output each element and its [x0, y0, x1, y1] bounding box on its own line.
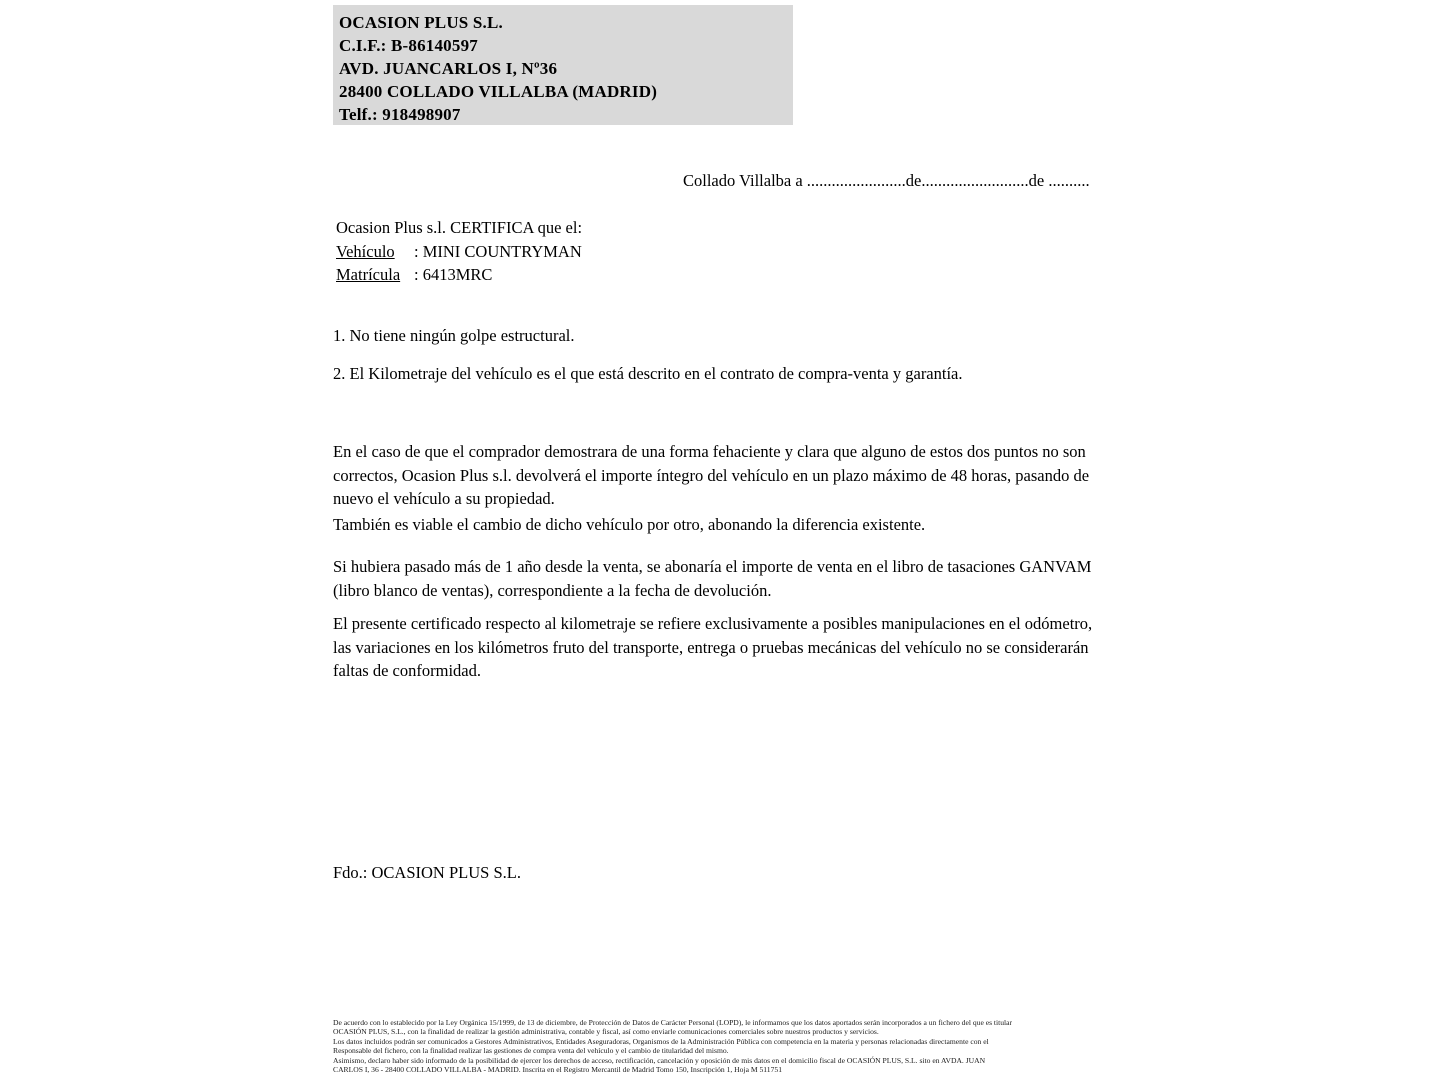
fine-print-line: OCASIÓN PLUS, S.L., con la finalidad de realizar la gestión administrativa, contable y fiscal, así como enviarle comunicaciones comerciales sobre nuestros productos y servicios.: [333, 1027, 879, 1037]
company-city: 28400 COLLADO VILLALBA (MADRID): [339, 82, 658, 101]
certification-block: [336, 216, 582, 287]
point-1: 1. No tiene ningún golpe estructural.: [333, 326, 575, 345]
certify-intro: Ocasion Plus s.l. CERTIFICA que el:: [336, 218, 583, 237]
signature-line: Fdo.: OCASION PLUS S.L.: [333, 863, 521, 882]
fine-print-line: De acuerdo con lo establecido por la Ley Orgánica 15/1999, de 13 de diciembre, de Protección de Datos de Carácter Personal (LOPD), le informamos que los datos aportados serán incorporados a un fichero del que es titular: [333, 1018, 1013, 1027]
vehicle-label: Vehículo: [336, 241, 395, 261]
legal-fine-print: [333, 1018, 1111, 1074]
company-address: AVD. JUANCARLOS I, Nº36: [339, 59, 558, 78]
company-name: OCASION PLUS S.L.: [339, 13, 503, 32]
plate-label: Matrícula: [336, 265, 401, 284]
body-paragraph-4: El presente certificado respecto al kilometraje se refiere exclusivamente a posibles manipulaciones en el odómetro, las variaciones en los kilómetros fruto del transporte, entrega o pruebas mecánicas del vehículo no se considerarán faltas de conformidad.: [333, 614, 1093, 680]
company-phone: Telf.: 918498907: [339, 105, 461, 124]
fine-print-line: CARLOS I, 36 - 28400 COLLADO VILLALBA - MADRID. Inscrita en el Registro Mercantil de Madrid Tomo 150, Inscripción 1, Hoja M 511751: [333, 1065, 782, 1075]
fine-print-line: Responsable del fichero, con la finalidad realizar las gestiones de compra venta del vehículo y el cambio de titularidad del mismo.: [333, 1046, 729, 1056]
fine-print-line: Los datos incluidos podrán ser comunicados a Gestores Administrativos, Entidades Aseguradoras, Organismos de la Administración Pública con competencia en la materia y personas relacionadas directamente con el: [333, 1036, 989, 1046]
date-line: Collado Villalba a ........................de..........................de ..........: [683, 171, 1090, 190]
body-paragraph-1: En el caso de que el comprador demostrara de una forma fehaciente y clara que alguno de estos dos puntos no son correctos, Ocasion Plus s.l. devolverá el importe íntegro del vehículo en un plazo máximo de 48 horas, pasando de nuevo el vehículo a su propiedad.: [333, 442, 1090, 508]
plate-value: : 6413MRC: [414, 265, 493, 284]
company-cif: C.I.F.: B-86140597: [339, 36, 478, 55]
fine-print-line: Asimismo, declaro haber sido informado de la posibilidad de ejercer los derechos de acceso, rectificación, cancelación y oposición de mis datos en el domicilio fiscal de OCASIÓN PLUS, S.L. sito en AVDA. JUAN: [333, 1055, 986, 1065]
body-paragraph-3: Si hubiera pasado más de 1 año desde la venta, se abonaría el importe de venta en el libro de tasaciones GANVAM (libro blanco de ventas), correspondiente a la fecha de devolución.: [333, 557, 1092, 600]
vehicle-value: : MINI COUNTRYMAN: [414, 241, 582, 261]
point-2: 2. El Kilometraje del vehículo es el que está descrito en el contrato de compra-venta y garantía.: [333, 364, 963, 383]
company-header-box: [333, 5, 793, 125]
vehicle-row: [336, 240, 582, 264]
plate-row: [336, 263, 582, 287]
body-paragraph-2: También es viable el cambio de dicho vehículo por otro, abonando la diferencia existente.: [333, 515, 926, 534]
